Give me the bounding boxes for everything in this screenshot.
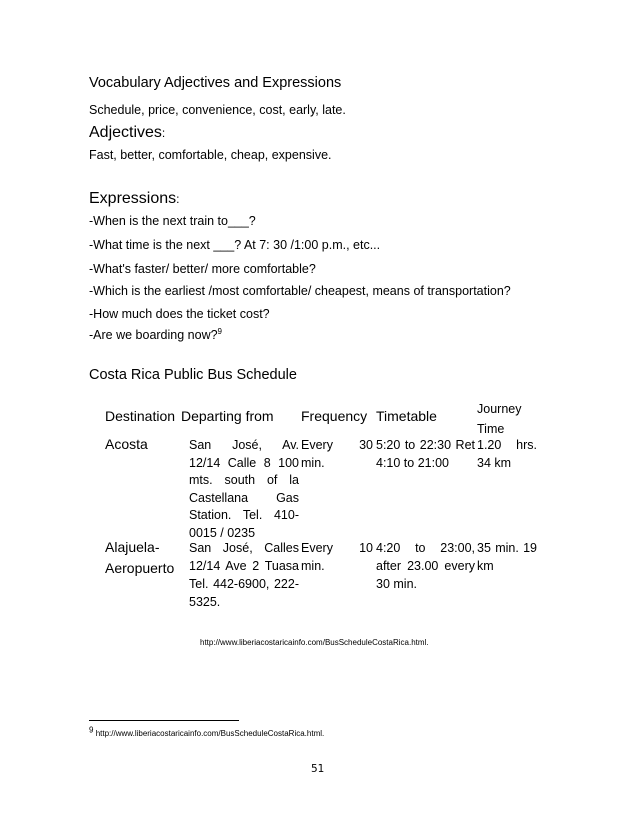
expressions-heading [89,190,180,208]
cell-frequency: Every 10 min. [301,541,373,573]
cell-frequency: Every 30 min. [301,438,373,470]
header-frequency: Frequency [301,408,368,424]
adjectives-list: Fast, better, comfortable, cheap, expensive. [89,148,332,162]
header-journey: Journey Time [477,402,522,436]
cell-departing: San José, Av. 12/14 Calle 8 100 mts. south of la Castellana Gas Station. Tel. 410-0015 / 0235 [189,438,299,540]
expression-item: -Which is the earliest /most comfortable/ cheapest, means of transportation? [89,284,511,298]
expressions-heading-text: Expressions [89,190,177,207]
footnote [89,725,325,738]
header-timetable: Timetable [376,408,437,424]
expression-item-text: -Are we boarding now? [89,328,218,342]
cell-departing: San José, Calles 12/14 Ave 2 Tuasa Tel. 442-6900, 222-5325. [189,541,299,609]
expression-item: -What's faster/ better/ more comfortable? [89,262,316,276]
footnote-text[interactable]: http://www.liberiacostaricainfo.com/BusScheduleCostaRica.html. [95,729,325,738]
header-departing: Departing from [181,408,274,424]
adjectives-heading [89,124,165,142]
footnote-divider [89,720,239,721]
expression-item-last [89,328,222,342]
expression-item: -What time is the next ___? At 7: 30 /1:00 p.m., etc... [89,238,381,252]
footnote-ref: 9 [217,326,222,336]
vocab-title: Vocabulary Adjectives and Expressions [89,75,342,91]
footnote-mark: 9 [89,725,94,735]
adjectives-heading-text: Adjectives [89,124,162,141]
cell-timetable: 4:20 to 23:00, after 23.00 every 30 min. [376,541,475,591]
schedule-source-link[interactable]: http://www.liberiacostaricainfo.com/BusScheduleCostaRica.html. [200,638,429,647]
cell-destination: Acosta [105,436,148,452]
expression-item: -How much does the ticket cost? [89,307,270,321]
schedule-title: Costa Rica Public Bus Schedule [89,367,297,383]
cell-destination: Alajuela-Aeropuerto [105,539,175,576]
cell-journey: 1.20 hrs. 34 km [477,438,537,470]
expression-item: -When is the next train to___? [89,214,256,228]
cell-timetable: 5:20 to 22:30 Ret 4:10 to 21:00 [376,438,475,470]
expressions-heading-colon: : [176,192,180,206]
cell-journey: 35 min. 19 km [477,541,537,573]
vocab-words: Schedule, price, convenience, cost, early, late. [89,103,346,117]
page-number: 51 [311,763,325,775]
header-destination: Destination [105,408,176,424]
adjectives-heading-colon: : [161,126,166,140]
